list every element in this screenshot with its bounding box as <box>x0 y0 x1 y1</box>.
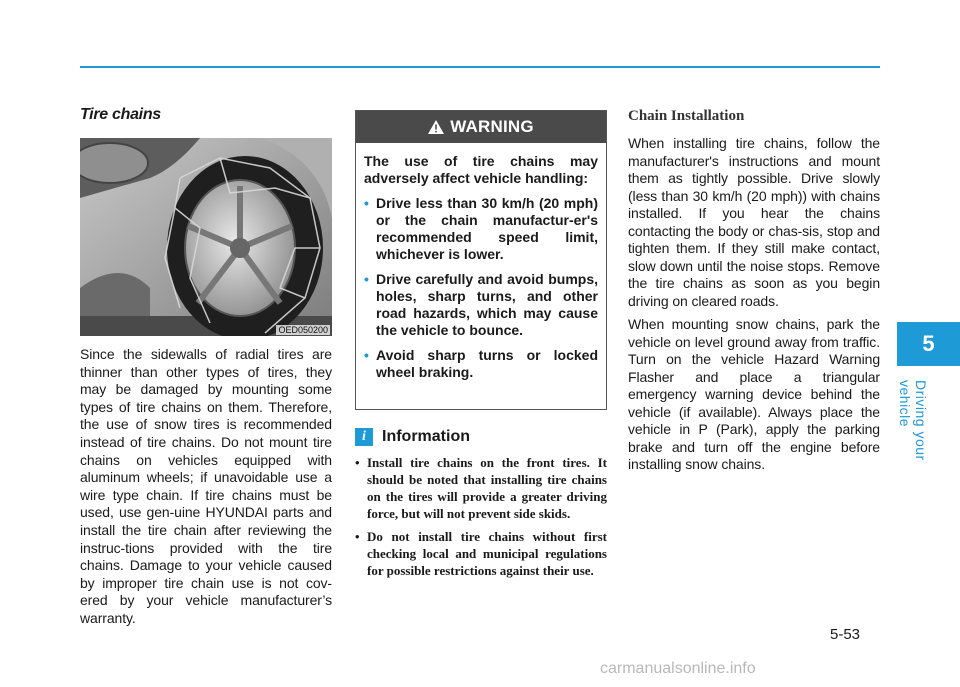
tire-chains-section <box>80 106 332 628</box>
warning-triangle-icon <box>428 120 444 134</box>
warning-item: • Avoid sharp turns or locked wheel braking. <box>364 347 598 381</box>
tire-chain-illustration <box>80 138 332 336</box>
chain-installation-paragraph: When installing tire chains, follow the manufacturer's instructions and mount them as tightly possible. Drive slowly (less than 30 km/h (20 mph)) with chains installed. If you hear the chains contacting the body or chas-sis, stop and tighten them. If they still make contact, slow down until the noise stops. Remove the tire chains as soon as you begin driving on cleared roads. <box>628 135 880 309</box>
information-header <box>355 428 607 446</box>
page-number: 5-53 <box>830 626 861 643</box>
chapter-label: Driving your vehicle <box>897 380 929 461</box>
warning-header <box>356 111 606 143</box>
tire-chains-body: Since the sidewalls of radial tires are thinner than other types of tires, they may be damaged by mounting some types of tire chains on them. Therefore, the use of snow tires is recommended instead of tire chains. Do not mount tire chains on vehicles equipped with aluminum wheels; if unavoidable use a wire type chain. If tire chains must be used, use gen-uine HYUNDAI parts and install the tire chain after reviewing the instruc-tions provided with the tire chains. Damage to your vehicle caused by improper tire chain use is not cov-ered by your vehicle manufacturer’s warranty. <box>80 346 332 626</box>
chapter-number: 5 <box>922 331 935 356</box>
chain-installation-paragraph: When mounting snow chains, park the vehicle on level ground away from traffic. Turn on the vehicle Hazard Warning Flasher and place a triangular emergency warning device behind the vehicle (if available). Always place the vehicle in P (Park), apply the parking brake and turn off the engine before installing snow chains. <box>628 316 880 472</box>
watermark[interactable]: carmanualsonline.info <box>600 660 756 677</box>
info-icon: i <box>355 428 373 446</box>
chain-installation-title: Chain Installation <box>628 108 745 124</box>
chain-installation-section <box>628 108 880 480</box>
information-item: • Do not install tire chains without first checking local and municipal regulations for possible restrictions against their use. <box>355 528 607 579</box>
information-item: • Install tire chains on the front tires. It should be noted that installing tire chains on the tires will provide a greater driving force, but will not prevent side skids. <box>355 454 607 522</box>
information-title: Information <box>382 428 470 445</box>
warning-box <box>355 110 607 410</box>
information-list <box>355 454 607 579</box>
warning-item: • Drive less than 30 km/h (20 mph) or the chain manufactur-er's recommended speed limit, whichever is lower. <box>364 195 598 263</box>
chapter-tab[interactable] <box>897 322 960 366</box>
tire-chain-photo <box>80 138 332 336</box>
cautions-column <box>355 110 607 585</box>
image-code: OED050200 <box>278 325 328 335</box>
warning-title: WARNING <box>450 117 534 136</box>
warning-intro: The use of tire chains may adversely affect vehicle handling: <box>364 153 598 186</box>
warning-item: • Drive carefully and avoid bumps, holes, sharp turns, and other road hazards, which may cause the vehicle to bounce. <box>364 271 598 339</box>
section-title: Tire chains <box>80 106 161 123</box>
warning-body <box>356 143 606 381</box>
warning-list <box>364 195 598 381</box>
header-rule <box>80 66 880 68</box>
